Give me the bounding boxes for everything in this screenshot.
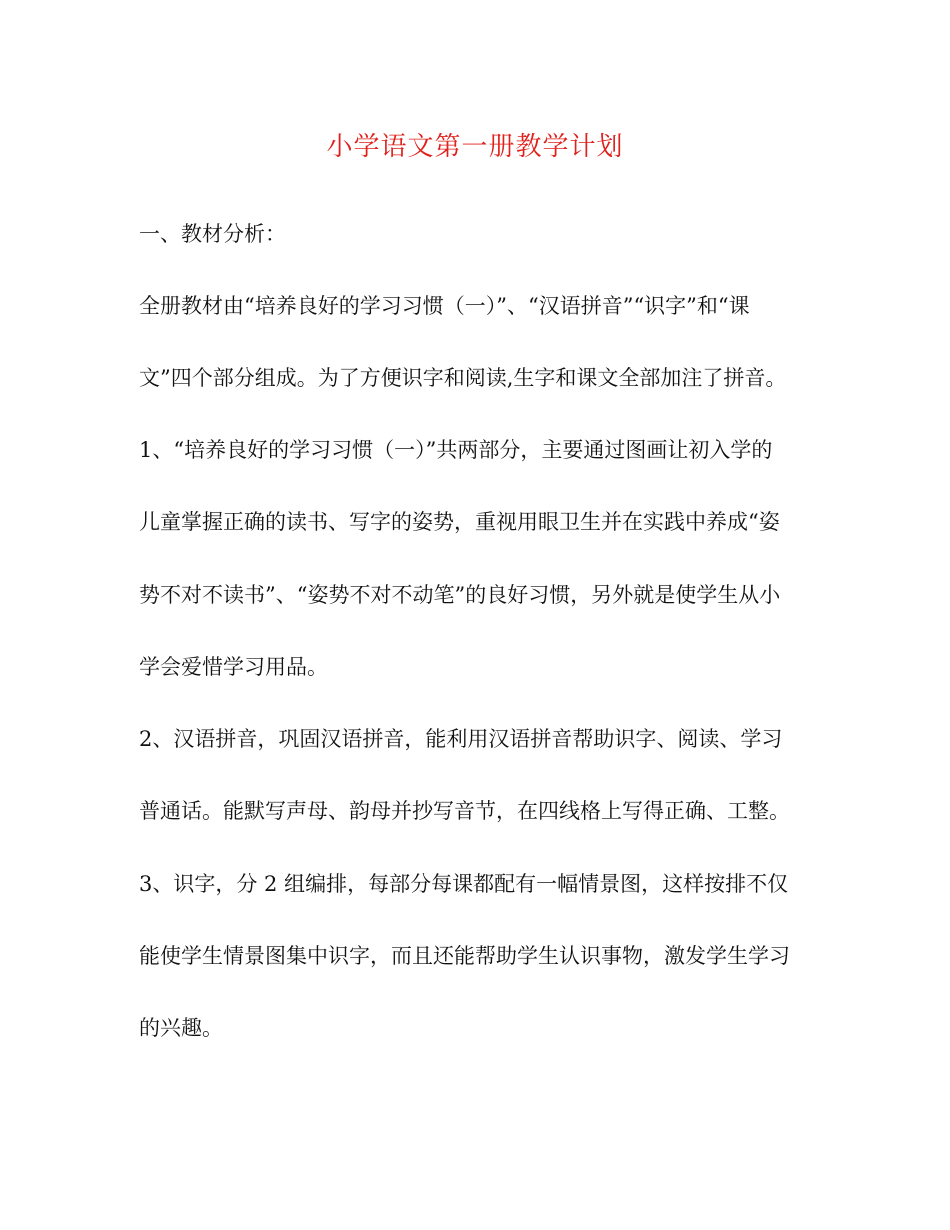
document-title: 小学语文第一册教学计划 xyxy=(326,132,624,162)
section-heading: 一、教材分析： xyxy=(139,222,286,246)
body-line: 学会爱惜学习用品。 xyxy=(139,655,328,679)
body-line: 2、汉语拼音，巩固汉语拼音，能利用汉语拼音帮助识字、阅读、学习 xyxy=(139,727,783,751)
body-line: 的兴趣。 xyxy=(139,1016,223,1040)
body-line: 全册教材由“培养良好的学习习惯（一）”、“汉语拼音”“识字”和“课 xyxy=(139,294,750,318)
body-line: 文”四个部分组成。为了方便识字和阅读,生字和课文全部加注了拼音。 xyxy=(139,366,787,390)
body-line: 势不对不读书”、“姿势不对不动笔”的良好习惯，另外就是使学生从小 xyxy=(139,583,781,607)
body-line: 儿童掌握正确的读书、写字的姿势，重视用眼卫生并在实践中养成“姿 xyxy=(139,510,780,534)
body-line: 3、识字，分 2 组编排，每部分每课都配有一幅情景图，这样按排不仅 xyxy=(139,872,789,896)
body-line: 1、“培养良好的学习习惯（一）”共两部分，主要通过图画让初入学的 xyxy=(139,438,773,462)
body-line: 能使学生情景图集中识字，而且还能帮助学生认识事物，激发学生学习 xyxy=(139,944,790,968)
body-line: 普通话。能默写声母、韵母并抄写音节，在四线格上写得正确、工整。 xyxy=(139,799,790,823)
